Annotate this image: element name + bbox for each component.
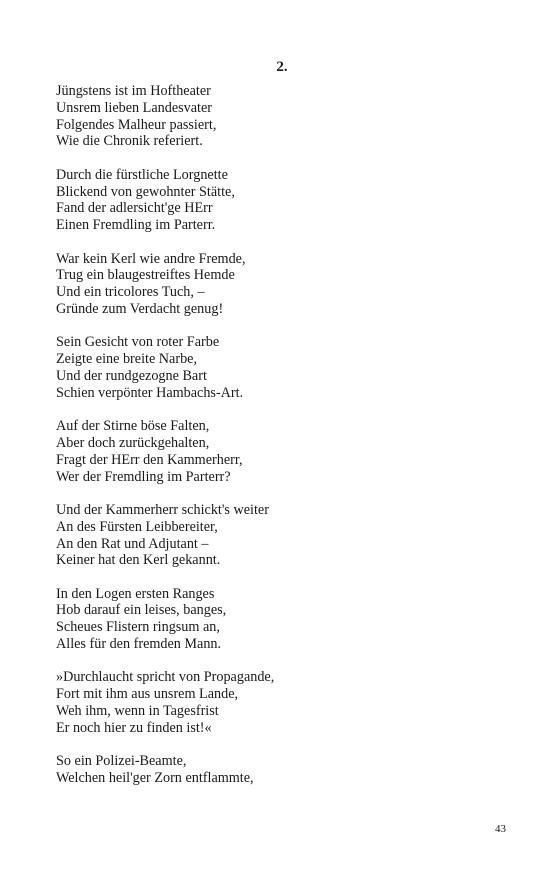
poem-line: In den Logen ersten Ranges xyxy=(56,585,215,602)
poem-line: Trug ein blaugestreiftes Hemde xyxy=(56,267,235,284)
poem-body xyxy=(56,83,516,803)
poem-line: Wie die Chronik referiert. xyxy=(56,133,203,150)
poem-line: Alles für den fremden Mann. xyxy=(56,636,222,653)
poem-line: War kein Kerl wie andre Fremde, xyxy=(56,250,246,267)
poem-line: Wer der Fremdling im Parterr? xyxy=(56,468,231,485)
stanza xyxy=(56,586,516,653)
page-heading: 2. xyxy=(276,59,288,75)
stanza xyxy=(56,167,516,234)
poem-line: Unsrem lieben Landesvater xyxy=(56,99,213,116)
poem-line: Jüngstens ist im Hoftheater xyxy=(56,83,211,99)
poem-line: Er noch hier zu finden ist!« xyxy=(56,719,212,736)
poem-line: Gründe zum Verdacht genug! xyxy=(56,300,224,317)
stanza xyxy=(56,334,516,401)
poem-line: Scheues Flistern ringsum an, xyxy=(56,619,220,636)
poem-line: Blickend von gewohnter Stätte, xyxy=(56,183,235,200)
poem-line: An den Rat und Adjutant – xyxy=(56,535,209,552)
poem-line: Sein Gesicht von roter Farbe xyxy=(56,334,220,351)
poem-line: Schien verpönter Hambachs-Art. xyxy=(56,384,244,401)
stanza xyxy=(56,753,516,787)
poem-line: »Durchlaucht spricht von Propagande, xyxy=(56,669,275,686)
poem-line: An des Fürsten Leibbereiter, xyxy=(56,518,218,535)
poem-line: Aber doch zurückgehalten, xyxy=(56,434,210,451)
poem-line: Und der rundgezogne Bart xyxy=(56,367,207,384)
poem-line: Fragt der HErr den Kammerherr, xyxy=(56,451,243,468)
stanza xyxy=(56,502,516,569)
poem-line: Durch die fürstliche Lorgnette xyxy=(56,166,228,183)
stanza xyxy=(56,251,516,318)
poem-line: Und der Kammerherr schickt's weiter xyxy=(56,501,269,518)
poem-line: Und ein tricolores Tuch, – xyxy=(56,284,205,301)
poem-line: Hob darauf ein leises, banges, xyxy=(56,602,227,619)
stanza xyxy=(56,418,516,485)
poem-line: Auf der Stirne böse Falten, xyxy=(56,418,210,435)
stanza xyxy=(56,669,516,736)
poem-line: Zeigte eine breite Narbe, xyxy=(56,351,198,368)
page-number: 43 xyxy=(495,823,506,835)
poem-line: Welchen heil'ger Zorn entflammte, xyxy=(56,770,254,787)
poem-line: Fort mit ihm aus unsrem Lande, xyxy=(56,686,239,703)
stanza xyxy=(56,83,516,150)
poem-line: Fand der adlersicht'ge HErr xyxy=(56,200,213,217)
poem-line: Einen Fremdling im Parterr. xyxy=(56,217,216,234)
poem-line: Folgendes Malheur passiert, xyxy=(56,116,217,133)
poem-line: So ein Polizei-Beamte, xyxy=(56,753,187,770)
poem-line: Keiner hat den Kerl gekannt. xyxy=(56,552,221,569)
poem-line: Weh ihm, wenn in Tagesfrist xyxy=(56,703,219,720)
